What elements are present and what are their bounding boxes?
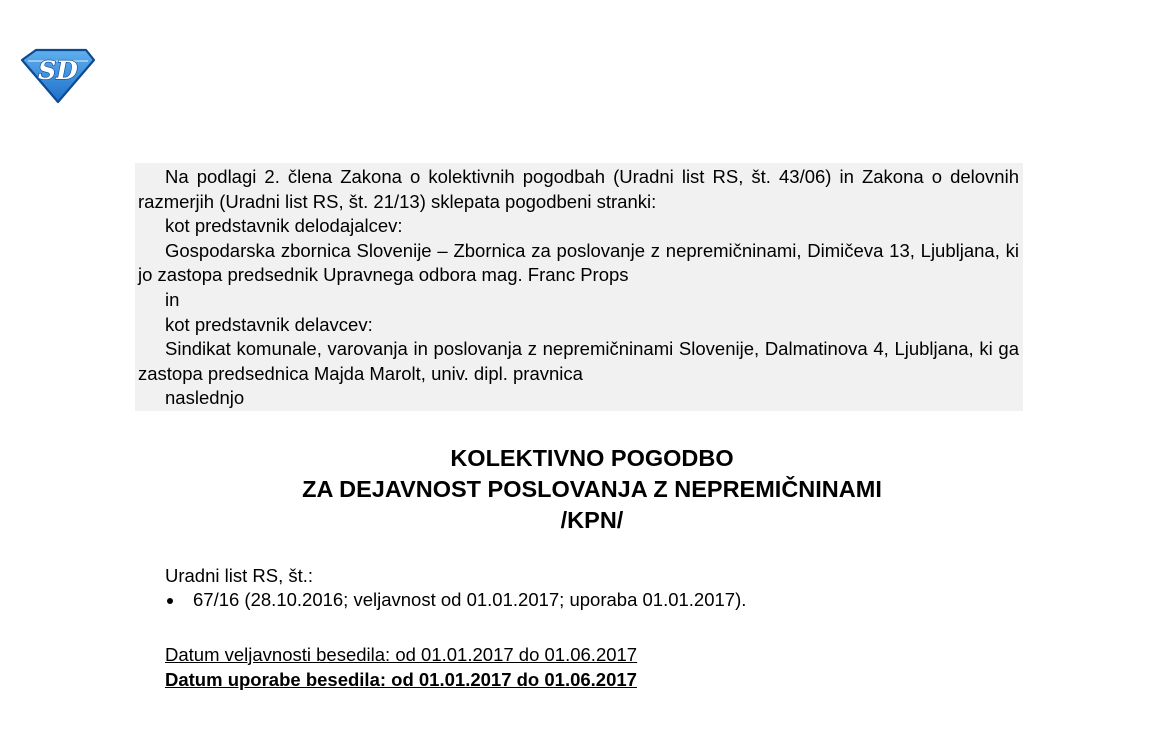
preamble-paragraph: kot predstavnik delodajalcev: — [165, 215, 403, 237]
title-line: ZA DEJAVNOST POSLOVANJA Z NEPREMIČNINAMI — [302, 476, 882, 502]
preamble-paragraph: Na podlagi 2. člena Zakona o kolektivnih pogodbah (Uradni list RS, št. 43/06) in Zakona o delovnih razmerjih (Uradni list RS, št. 21/13) sklepata pogodbeni stranki: — [138, 166, 1019, 212]
gazette-label: Uradni list RS, št.: — [165, 565, 314, 586]
gazette-item-text: 67/16 (28.10.2016; veljavnost od 01.01.2017; uporaba 01.01.2017). — [193, 589, 747, 610]
preamble-paragraph: Gospodarska zbornica Slovenije – Zbornica za poslovanje z nepremičninami, Dimičeva 13, Ljubljana, ki jo zastopa predsednik Upravnega odbora mag. Franc Props — [138, 239, 1019, 286]
preamble-paragraph: kot predstavnik delavcev: — [165, 313, 373, 335]
sd-shield-icon — [20, 46, 96, 104]
preamble-paragraph: in — [165, 288, 180, 310]
svg-text:SD: SD — [38, 56, 78, 85]
preamble-block — [135, 163, 1023, 411]
validity-date: Datum veljavnosti besedila: od 01.01.2017 do 01.06.2017 — [165, 644, 638, 665]
document-title — [0, 443, 1157, 536]
preamble-paragraph: Sindikat komunale, varovanja in poslovanja z nepremičninami Slovenije, Dalmatinova 4, Ljubljana, ki ga zastopa predsednica Majda Marolt, univ. dipl. pravnica — [138, 338, 1019, 384]
gazette-list — [165, 588, 746, 612]
title-line: /KPN/ — [560, 507, 624, 533]
sd-logo — [20, 46, 96, 104]
gazette-list-item — [165, 588, 746, 612]
dates-section — [165, 643, 637, 692]
application-date: Datum uporabe besedila: od 01.01.2017 do 01.06.2017 — [165, 668, 637, 690]
gazette-section — [165, 564, 746, 612]
preamble-paragraph: naslednjo — [165, 387, 245, 409]
title-line: KOLEKTIVNO POGODBO — [450, 445, 734, 471]
bullet-icon — [167, 598, 173, 604]
